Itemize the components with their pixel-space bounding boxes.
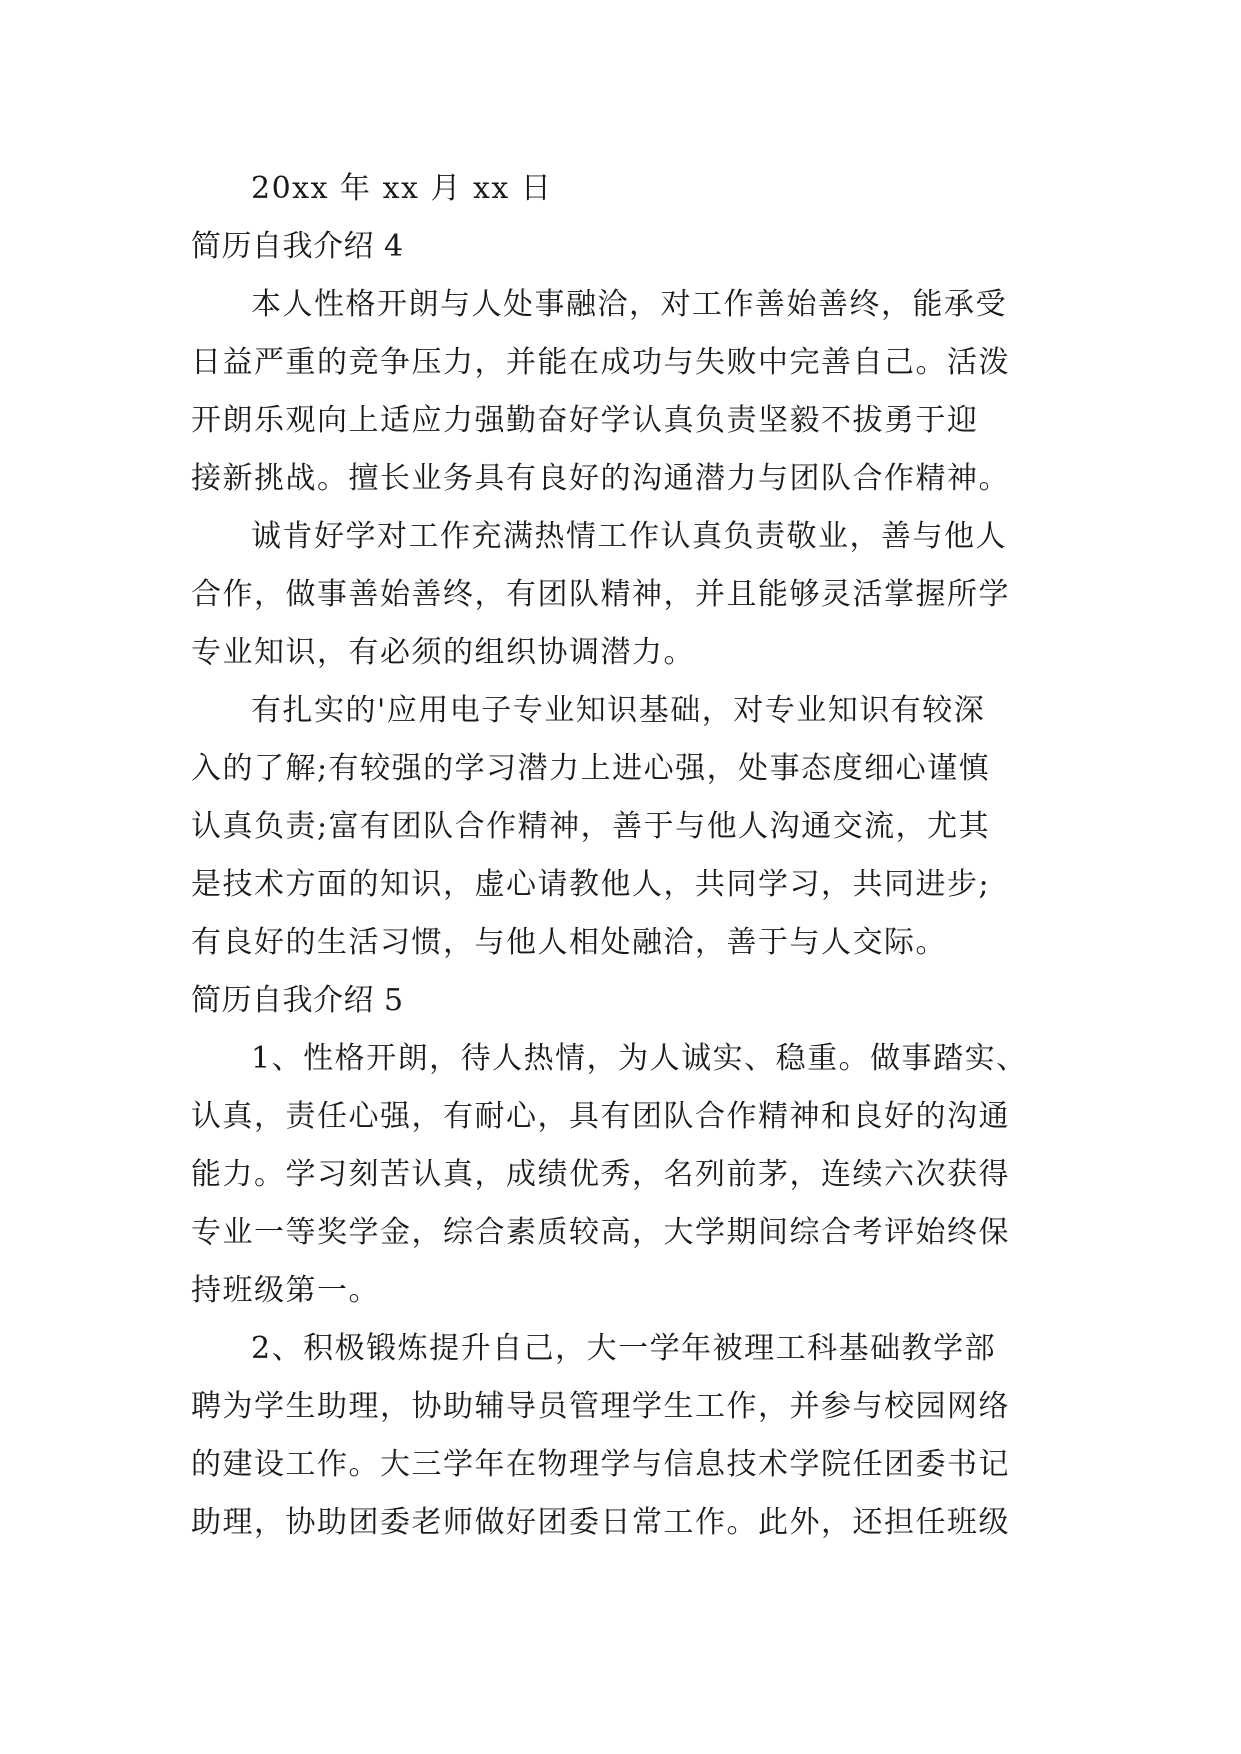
text-line: 持班级第一。 [191,1273,380,1308]
text-line: 开朗乐观向上适应力强勤奋好学认真负责坚毅不拔勇于迎 [191,403,979,438]
text-line: 本人性格开朗与人处事融洽，对工作善始善终，能承受 [251,287,1007,322]
document-body [191,160,1071,1552]
text-line: 诚肯好学对工作充满热情工作认真负责敬业，善与他人 [251,519,1007,554]
text-line: 2、积极锻炼提升自己，大一学年被理工科基础教学部 [251,1331,997,1366]
text-line: 接新挑战。擅长业务具有良好的沟通潜力与团队合作精神。 [191,461,1010,496]
text-line: 是技术方面的知识，虚心请教他人，共同学习，共同进步; [191,867,991,902]
text-line: 助理，协助团委老师做好团委日常工作。此外，还担任班级 [191,1505,1010,1540]
text-line: 合作，做事善始善终，有团队精神，并且能够灵活掌握所学 [191,577,1010,612]
section-5-heading: 简历自我介绍 5 [191,983,404,1018]
text-line: 认真，责任心强，有耐心，具有团队合作精神和良好的沟通 [191,1099,1010,1134]
text-line: 日益严重的竞争压力，并能在成功与失败中完善自己。活泼 [191,345,1010,380]
text-line: 入的了解;有较强的学习潜力上进心强，处事态度细心谨慎 [191,751,991,786]
text-line: 的建设工作。大三学年在物理学与信息技术学院任团委书记 [191,1447,1010,1482]
text-line: 专业一等奖学金，综合素质较高，大学期间综合考评始终保 [191,1215,1010,1250]
text-line: 认真负责;富有团队合作精神，善于与他人沟通交流，尤其 [191,809,991,844]
date-line: 20xx 年 xx 月 xx 日 [251,171,553,206]
text-line: 专业知识，有必须的组织协调潜力。 [191,635,695,670]
text-line: 1、性格开朗，待人热情，为人诚实、稳重。做事踏实、 [251,1041,1028,1076]
text-line: 有良好的生活习惯，与他人相处融洽，善于与人交际。 [191,925,947,960]
text-line: 有扎实的'应用电子专业知识基础，对专业知识有较深 [251,693,986,728]
section-4-paragraph-1 [191,276,1071,508]
section-4-paragraph-2 [191,508,1071,682]
text-line: 聘为学生助理，协助辅导员管理学生工作，并参与校园网络 [191,1389,1010,1424]
text-line: 能力。学习刻苦认真，成绩优秀，名列前茅，连续六次获得 [191,1157,1010,1192]
section-5-paragraph-1 [191,1030,1071,1320]
section-4-heading: 简历自我介绍 4 [191,229,404,264]
section-4-paragraph-3 [191,682,1071,972]
section-5-paragraph-2 [191,1320,1071,1552]
